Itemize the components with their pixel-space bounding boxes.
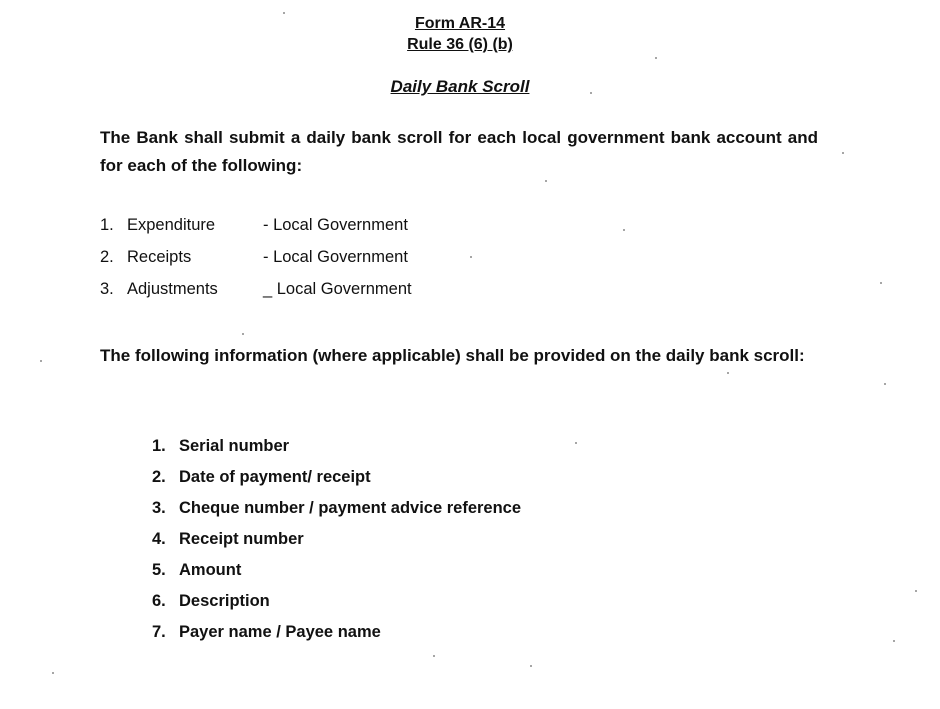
list-item — [152, 592, 521, 623]
list-item — [152, 530, 521, 561]
item-number: 3. — [152, 499, 166, 517]
list-item — [152, 468, 521, 499]
category-scope: - Local Government — [263, 248, 408, 266]
item-number: 7. — [152, 623, 166, 641]
category-name: Receipts — [127, 248, 192, 266]
item-number: 5. — [152, 561, 166, 579]
list-item — [152, 561, 521, 592]
list-item — [100, 280, 412, 312]
item-text: Receipt number — [179, 530, 304, 548]
document-title: Daily Bank Scroll — [390, 77, 530, 96]
intro-paragraph: The Bank shall submit a daily bank scroll for each local government bank account and for each of the following: — [100, 128, 818, 175]
item-text: Amount — [179, 561, 242, 579]
item-text: Description — [179, 592, 270, 610]
list-item — [152, 499, 521, 530]
rule-reference: Rule 36 (6) (b) — [407, 36, 513, 53]
item-text: Serial number — [179, 437, 290, 455]
list-item — [152, 437, 521, 468]
category-scope: _ Local Government — [263, 280, 412, 298]
list-item — [100, 248, 412, 280]
item-number: 6. — [152, 592, 166, 610]
item-number: 2. — [152, 468, 166, 486]
list-item — [100, 216, 412, 248]
category-list — [100, 216, 412, 312]
category-name: Adjustments — [127, 280, 218, 298]
list-item — [152, 623, 521, 654]
item-text: Date of payment/ receipt — [179, 468, 371, 486]
item-text: Cheque number / payment advice reference — [179, 499, 522, 517]
item-text: Payer name / Payee name — [179, 623, 381, 641]
information-list — [152, 437, 521, 654]
category-scope: - Local Government — [263, 216, 408, 234]
item-number: 3. — [100, 280, 114, 298]
item-number: 1. — [100, 216, 114, 234]
form-code: Form AR-14 — [414, 15, 506, 32]
item-number: 4. — [152, 530, 166, 548]
item-number: 2. — [100, 248, 114, 266]
information-paragraph: The following information (where applicable) shall be provided on the daily bank scroll: — [100, 346, 805, 365]
category-name: Expenditure — [127, 216, 216, 234]
item-number: 1. — [152, 437, 166, 455]
